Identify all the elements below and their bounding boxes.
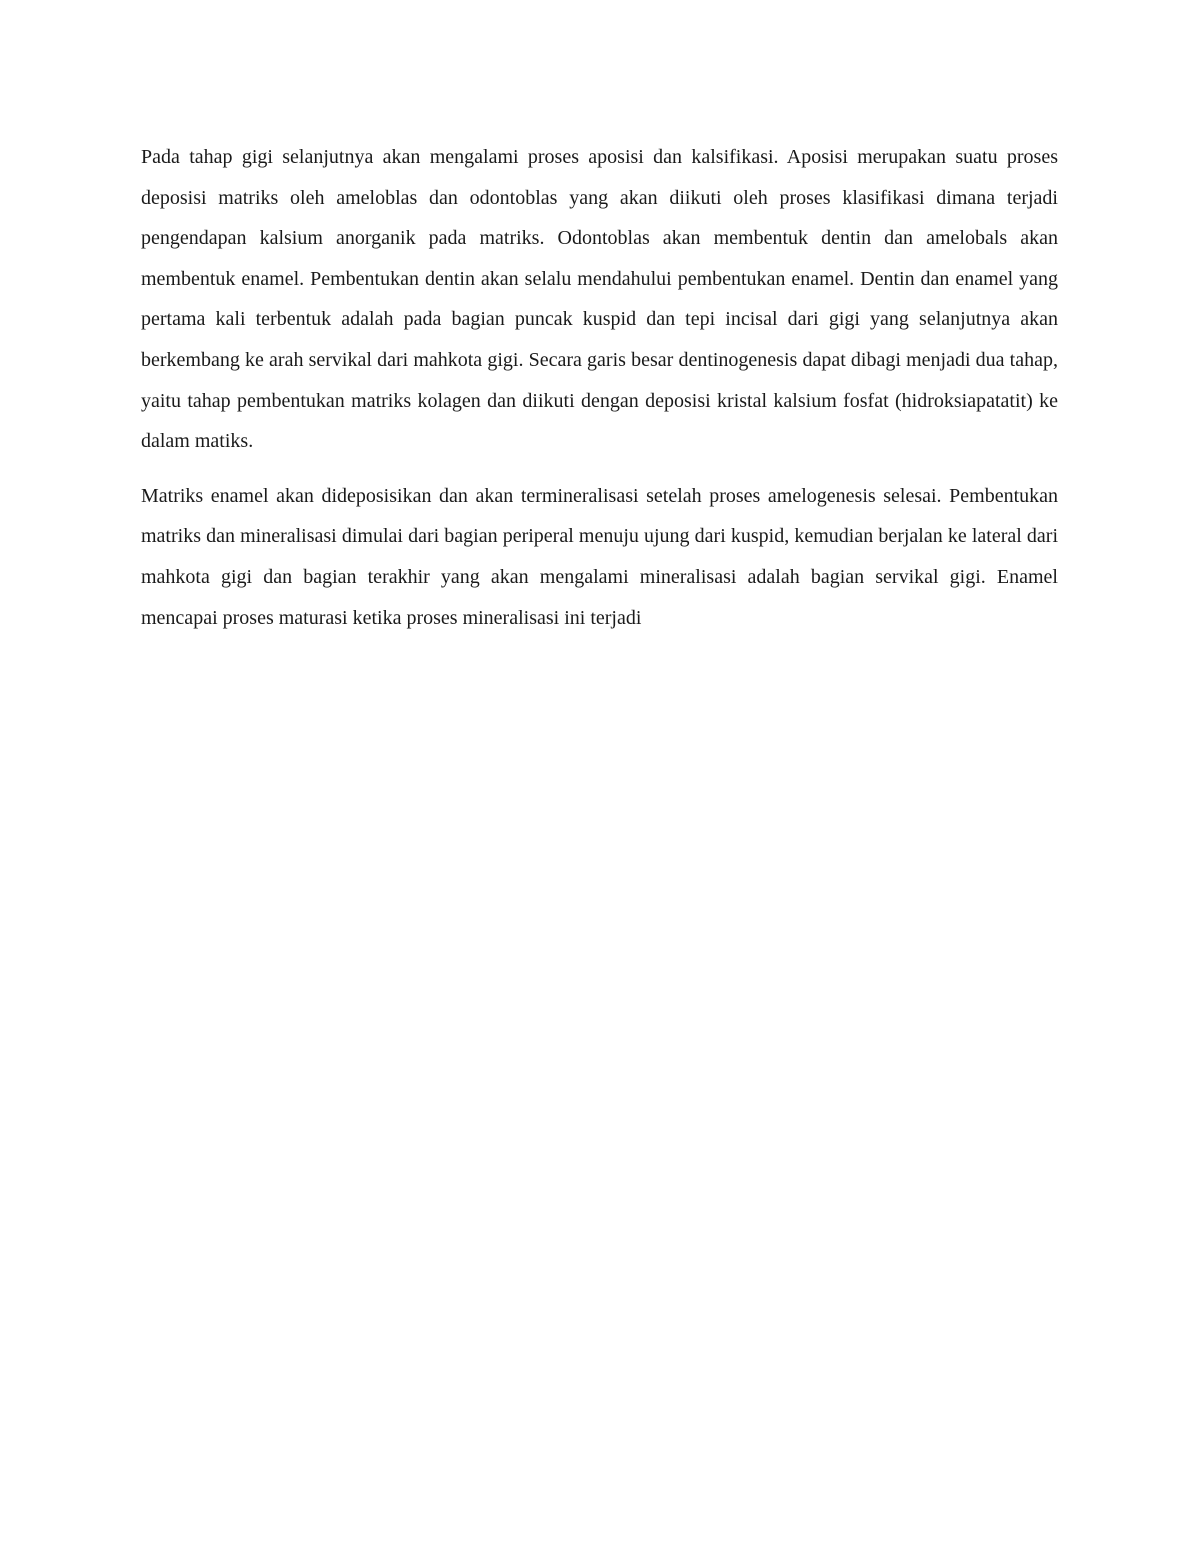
paragraph-1: Pada tahap gigi selanjutnya akan mengalami proses aposisi dan kalsifikasi. Aposisi merupakan suatu proses deposisi matriks oleh ameloblas dan odontoblas yang akan diikuti oleh proses klasifikasi dimana terjadi pengendapan kalsium anorganik pada matriks. Odontoblas akan membentuk dentin dan amelobals akan membentuk enamel. Pembentukan dentin akan selalu mendahului pembentukan enamel. Dentin dan enamel yang pertama kali terbentuk adalah pada bagian puncak kuspid dan tepi incisal dari gigi yang selanjutnya akan berkembang ke arah servikal dari mahkota gigi. Secara garis besar dentinogenesis dapat dibagi menjadi dua tahap, yaitu tahap pembentukan matriks kolagen dan diikuti dengan deposisi kristal kalsium fosfat (hidroksiapatatit) ke dalam matiks. bbox=[141, 146, 1058, 453]
paragraph-2: Matriks enamel akan dideposisikan dan akan termineralisasi setelah proses amelogenesis selesai. Pembentukan matriks dan mineralisasi dimulai dari bagian periperal menuju ujung dari kuspid, kemudian berjalan ke lateral dari mahkota gigi dan bagian terakhir yang akan mengalami mineralisasi adalah bagian servikal gigi. Enamel mencapai proses maturasi ketika proses mineralisasi ini terjadi bbox=[141, 484, 1058, 629]
document-body bbox=[141, 137, 1058, 652]
